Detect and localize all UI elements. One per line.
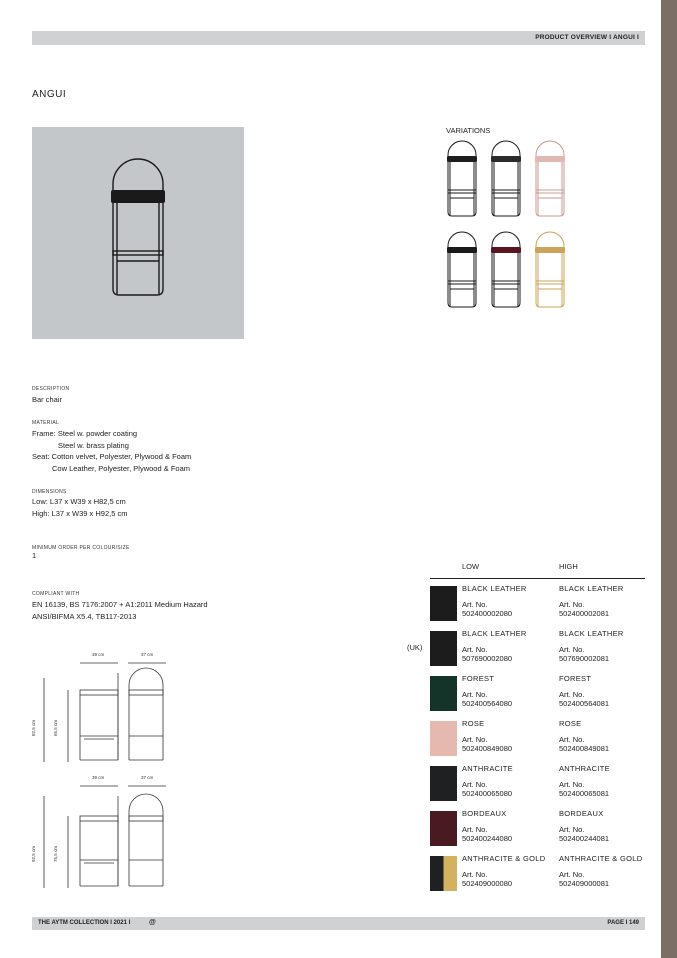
- description-label: DESCRIPTION: [32, 386, 70, 392]
- uk-label: (UK): [407, 643, 423, 652]
- compliant-line-2: ANSI/BIFMA X5.4, TB117-2013: [32, 611, 137, 621]
- color-swatch: [430, 631, 457, 666]
- art-no-value: 502400244080: [462, 834, 513, 843]
- product-image: [32, 127, 244, 339]
- art-no-value: 502400002080: [462, 609, 513, 618]
- art-no-value: 502400564080: [462, 699, 513, 708]
- dimensions-text: [32, 496, 127, 519]
- art-no-label: Art. No.: [559, 825, 585, 834]
- art-no-label: Art. No.: [559, 735, 585, 744]
- variation-chair: [528, 140, 572, 218]
- min-order-value: 1: [32, 551, 37, 560]
- high-variant-name: FOREST: [559, 674, 592, 683]
- low-article-number: [462, 690, 512, 708]
- material-seat-line-2: Cow Leather, Polyester, Plywood & Foam: [52, 463, 190, 473]
- header-bar: [32, 31, 645, 45]
- dimension-drawings-lines: [28, 648, 178, 898]
- column-header-low: LOW: [462, 562, 480, 571]
- low-variant-name: ANTHRACITE & GOLD: [462, 854, 546, 863]
- art-no-value: 502400065081: [559, 789, 610, 798]
- art-no-label: Art. No.: [462, 780, 488, 789]
- art-no-label: Art. No.: [559, 870, 585, 879]
- high-variant-name: BLACK LEATHER: [559, 584, 624, 593]
- color-swatch: [430, 856, 457, 891]
- low-article-number: [462, 600, 512, 618]
- high-article-number: [559, 690, 609, 708]
- table-row: [430, 803, 645, 848]
- variations-label: VARIATIONS: [446, 126, 491, 135]
- high-variant-name: BORDEAUX: [559, 809, 604, 818]
- art-no-label: Art. No.: [559, 690, 585, 699]
- color-swatch: [430, 586, 457, 621]
- compliant-label: COMPLIANT WITH: [32, 591, 80, 597]
- high-variant-name: BLACK LEATHER: [559, 629, 624, 638]
- low-variant-name: BORDEAUX: [462, 809, 507, 818]
- art-no-label: Art. No.: [462, 825, 488, 834]
- variation-chair: [484, 231, 528, 309]
- compliant-text: [32, 599, 208, 622]
- variations-grid: [440, 140, 580, 310]
- low-seat-height-label: 65,5 cm: [53, 719, 58, 736]
- high-variant-name: ANTHRACITE & GOLD: [559, 854, 643, 863]
- art-no-value: 502400002081: [559, 609, 610, 618]
- material-frame-line-1: Frame: Steel w. powder coating: [32, 429, 138, 438]
- variation-chair: [440, 231, 484, 309]
- color-swatch: [430, 766, 457, 801]
- high-variant-name: ANTHRACITE: [559, 764, 610, 773]
- low-height-label: 82,5 cm: [31, 719, 36, 736]
- variation-chair: [440, 140, 484, 218]
- column-header-high: HIGH: [559, 562, 578, 571]
- material-seat-line-1: Seat: Cotton velvet, Polyester, Plywood & Foam: [32, 452, 192, 461]
- high-article-number: [559, 780, 609, 798]
- high-article-number: [559, 825, 609, 843]
- page-title: ANGUI: [32, 89, 67, 100]
- material-frame-line-2: Steel w. brass plating: [58, 440, 129, 450]
- material-text: [32, 428, 191, 474]
- art-no-label: Art. No.: [559, 780, 585, 789]
- art-no-value: 502400244081: [559, 834, 610, 843]
- dimensions-label: DIMENSIONS: [32, 489, 67, 495]
- high-article-number: [559, 870, 609, 888]
- art-no-label: Art. No.: [462, 870, 488, 879]
- page-number: PAGE I 149: [607, 920, 639, 926]
- art-no-value: 502400564081: [559, 699, 610, 708]
- high-variant-name: ROSE: [559, 719, 582, 728]
- color-swatch: [430, 676, 457, 711]
- art-no-value: 502400849080: [462, 744, 513, 753]
- art-no-value: 502409000081: [559, 879, 610, 888]
- footer-collection: THE AYTM COLLECTION I 2021 I: [38, 920, 131, 926]
- low-article-number: [462, 780, 512, 798]
- low-variant-name: FOREST: [462, 674, 495, 683]
- art-no-label: Art. No.: [462, 690, 488, 699]
- high-depth-label: 37 cm: [141, 775, 154, 780]
- breadcrumb: PRODUCT OVERVIEW I ANGUI I: [535, 34, 639, 41]
- variation-chair: [484, 140, 528, 218]
- low-article-number: [462, 870, 512, 888]
- description-text: Bar chair: [32, 395, 63, 404]
- dimensions-low: Low: L37 x W39 x H82,5 cm: [32, 497, 126, 506]
- low-depth-label: 37 cm: [141, 652, 154, 657]
- table-row: [430, 668, 645, 713]
- high-article-number: [559, 735, 609, 753]
- art-no-label: Art. No.: [462, 645, 488, 654]
- side-color-strip: [661, 0, 677, 958]
- low-article-number: [462, 645, 512, 663]
- high-width-label: 39 cm: [92, 775, 105, 780]
- material-label: MATERIAL: [32, 420, 60, 426]
- compliant-line-1: EN 16139, BS 7176:2007 + A1:2011 Medium Hazard: [32, 600, 208, 609]
- table-row: [430, 623, 645, 668]
- table-row: [430, 578, 645, 623]
- brand-logo-icon: @: [149, 919, 156, 926]
- art-no-label: Art. No.: [462, 600, 488, 609]
- dimensions-high: High: L37 x W39 x H92,5 cm: [32, 508, 128, 518]
- high-seat-height-label: 75,5 cm: [53, 845, 58, 862]
- low-variant-name: BLACK LEATHER: [462, 629, 527, 638]
- art-no-value: 502409000080: [462, 879, 513, 888]
- art-no-value: 502400065080: [462, 789, 513, 798]
- low-variant-name: BLACK LEATHER: [462, 584, 527, 593]
- bar-chair-illustration: [32, 127, 244, 339]
- footer-bar: [32, 917, 645, 930]
- color-swatch: [430, 721, 457, 756]
- art-no-label: Art. No.: [559, 645, 585, 654]
- low-article-number: [462, 825, 512, 843]
- variation-chair: [528, 231, 572, 309]
- art-no-value: 507690002081: [559, 654, 610, 663]
- color-swatch: [430, 811, 457, 846]
- table-row: [430, 713, 645, 758]
- art-no-value: 502400849081: [559, 744, 610, 753]
- high-article-number: [559, 600, 609, 618]
- table-row: [430, 758, 645, 803]
- dimension-drawings: [28, 648, 178, 898]
- low-article-number: [462, 735, 512, 753]
- low-width-label: 39 cm: [92, 652, 105, 657]
- art-no-label: Art. No.: [462, 735, 488, 744]
- low-variant-name: ANTHRACITE: [462, 764, 513, 773]
- min-order-label: MINIMUM ORDER PER COLOUR/SIZE: [32, 545, 130, 551]
- high-height-label: 92,5 cm: [31, 845, 36, 862]
- art-no-label: Art. No.: [559, 600, 585, 609]
- high-article-number: [559, 645, 609, 663]
- art-no-value: 507690002080: [462, 654, 513, 663]
- low-variant-name: ROSE: [462, 719, 485, 728]
- table-row: [430, 848, 645, 893]
